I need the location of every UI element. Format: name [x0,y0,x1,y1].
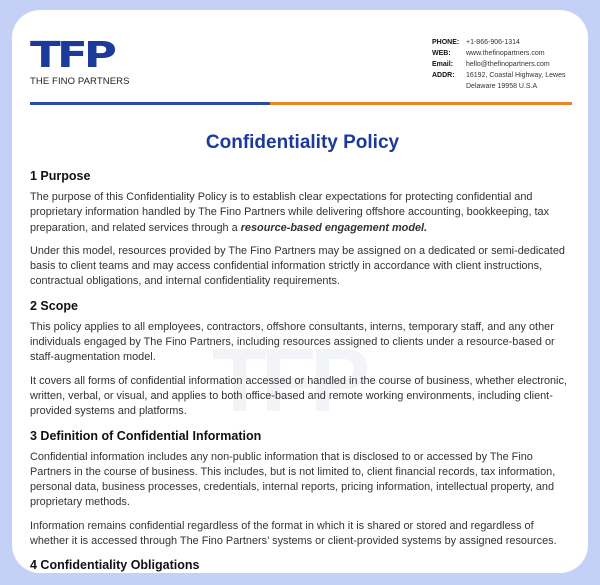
contact-web [432,48,586,59]
paragraph: This policy applies to all employees, contractors, offshore consultants, interns, temporary staff, and any other individuals engaged by The Fino Partners, including resources assigned to clients under a resource-based or staff-augmentation model. [30,320,555,364]
contact-label: WEB: [432,50,451,57]
contact-phone [432,37,586,48]
header-divider-blue [30,102,270,105]
document-page [12,10,588,573]
logo-mark: TFP [30,35,114,76]
contact-email [432,59,586,70]
section-heading: 1 Purpose [30,169,91,183]
logo-text: THE FINO PARTNERS [30,76,130,87]
paragraph: Under this model, resources provided by The Fino Partners may be assigned on a dedicated or semi-dedicated basis to client teams and may access confidential information strictly in accordance with client instructions, contractual obligations, and internal confidentiality requirements. [30,244,565,288]
contact-label: PHONE: [432,39,460,46]
contact-value: +1-866-906-1314 [466,39,520,46]
emphasis-text: resource-based engagement model. [240,221,428,234]
paragraph: Information remains confidential regardless of the format in which it is shared or stored and regardless of whether it is accessed through The Fino Partners’ systems or client-provided systems by assigned resources. [30,519,557,548]
paragraph: Confidential information includes any non-public information that is disclosed to or accessed by The Fino Partners in the course of business. This includes, but is not limited to, client financial records, tax information, personal data, business processes, credentials, internal reports, pricing information, intellectual property, and proprietary methods. [30,450,556,509]
paragraph: It covers all forms of confidential information accessed or handled in the course of business, whether electronic, written, verbal, or visual, and applies to both office-based and remote working environments, including client-provided systems and platforms. [30,374,567,418]
contact-label: Email: [432,61,454,68]
contact-value: hello@thefinopartners.com [466,61,550,68]
page-title: Confidentiality Policy [205,132,400,153]
header-divider-orange [270,102,572,105]
contact-label: ADDR: [432,72,455,79]
contact-value: 16192, Coastal Highway, Lewes Delaware 19958 U.S.A [466,72,566,90]
watermark-logo: TFP [212,331,364,431]
paragraph [30,190,575,236]
contact-info [432,37,586,92]
section-heading: 3 Definition of Confidential Information [30,428,262,443]
contact-address [432,70,586,92]
text: The purpose of this Confidentiality Policy is to establish clear expectations for protecting confidential and proprietary information handled by The Fino Partners while delivering offshore accounting, bookkeeping, tax preparation, and related services through a [30,191,550,234]
contact-value: www.thefinopartners.com [466,50,545,57]
section-heading: 4 Confidentiality Obligations [30,558,200,573]
document-body [30,130,575,573]
company-logo [30,35,130,87]
section-heading: 2 Scope [30,298,78,313]
